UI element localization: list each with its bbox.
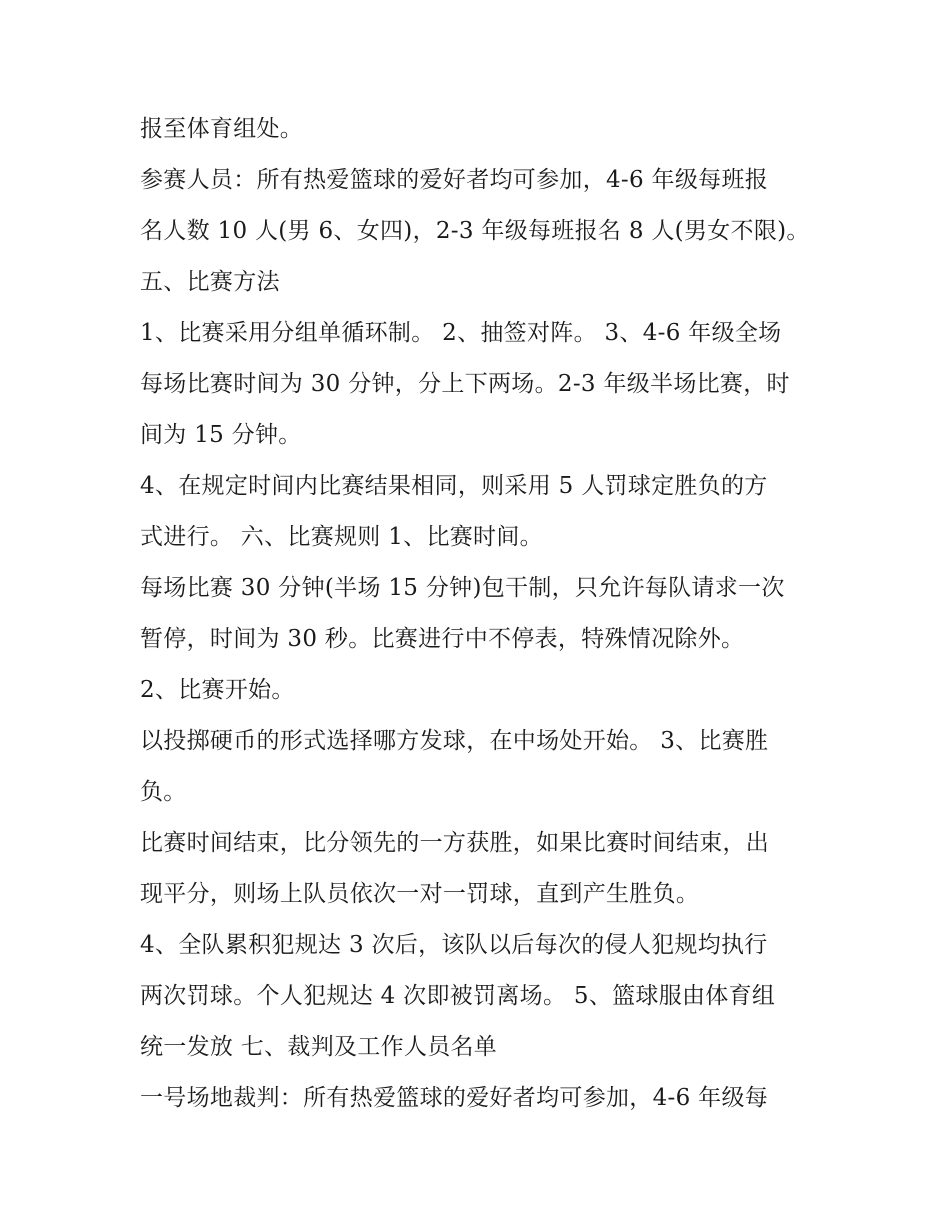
text-line: 名人数 10 人(男 6、女四)，2-3 年级每班报名 8 人(男女不限)。 <box>140 218 810 244</box>
text-line: 报至体育组处。 <box>140 116 304 142</box>
text-line: 比赛时间结束，比分领先的一方获胜，如果比赛时间结束，出 <box>140 830 770 856</box>
text-line: 一号场地裁判：所有热爱篮球的爱好者均可参加，4-6 年级每 <box>140 1085 769 1111</box>
text-line: 间为 15 分钟。 <box>140 422 302 448</box>
text-line: 现平分，则场上队员依次一对一罚球，直到产生胜负。 <box>140 881 700 907</box>
section-heading: 五、比赛方法 <box>140 269 280 295</box>
text-line: 式进行。 六、比赛规则 1、比赛时间。 <box>140 524 543 550</box>
text-line: 负。 <box>140 779 187 805</box>
text-line: 每场比赛 30 分钟(半场 15 分钟)包干制，只允许每队请求一次 <box>140 575 785 601</box>
text-line: 2、比赛开始。 <box>140 677 295 703</box>
text-line: 4、在规定时间内比赛结果相同，则采用 5 人罚球定胜负的方 <box>140 473 768 499</box>
text-line: 以投掷硬币的形式选择哪方发球，在中场处开始。 3、比赛胜 <box>140 728 769 754</box>
text-line: 两次罚球。个人犯规达 4 次即被罚离场。 5、篮球服由体育组 <box>140 983 776 1009</box>
text-line: 统一发放 七、裁判及工作人员名单 <box>140 1034 498 1060</box>
text-line: 暂停，时间为 30 秒。比赛进行中不停表，特殊情况除外。 <box>140 626 745 652</box>
text-line: 每场比赛时间为 30 分钟，分上下两场。2-3 年级半场比赛，时 <box>140 371 790 397</box>
text-line: 1、比赛采用分组单循环制。 2、抽签对阵。 3、4-6 年级全场 <box>140 320 782 346</box>
text-line: 4、全队累积犯规达 3 次后，该队以后每次的侵人犯规均执行 <box>140 932 768 958</box>
document-body <box>140 104 820 1124</box>
text-line: 参赛人员：所有热爱篮球的爱好者均可参加，4-6 年级每班报 <box>140 167 769 193</box>
